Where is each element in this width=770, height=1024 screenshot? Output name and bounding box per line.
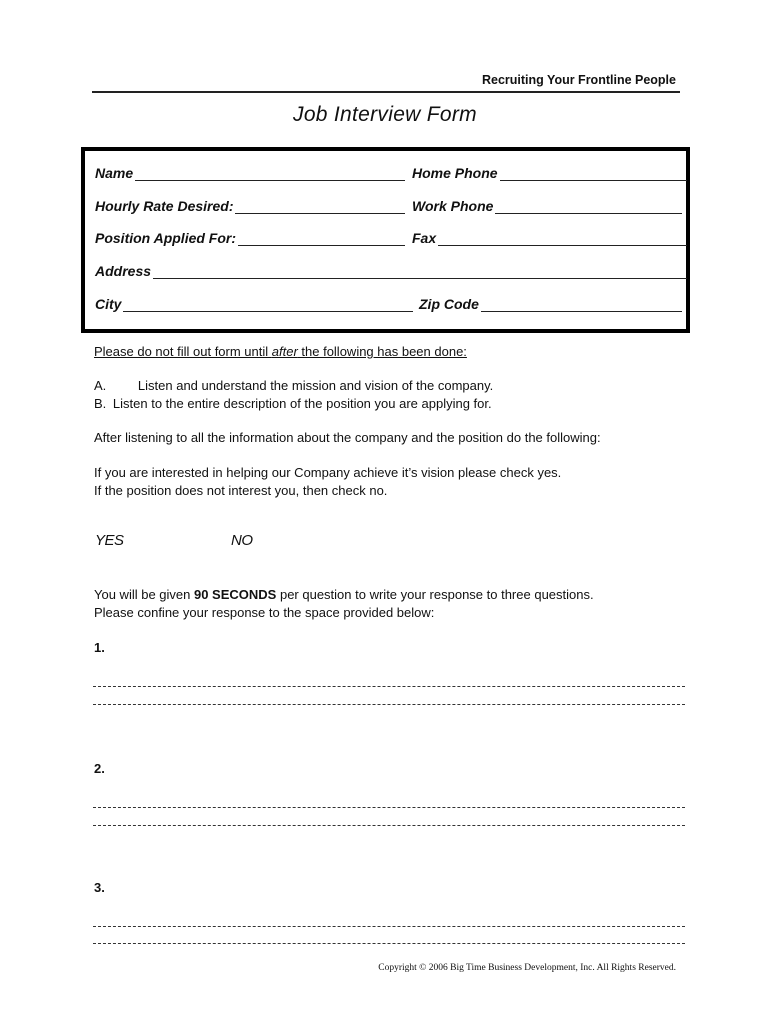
hourly-rate-line[interactable] [235, 200, 405, 214]
city-field[interactable] [95, 294, 413, 312]
page-title: Job Interview Form [293, 103, 477, 126]
hourly-rate-field[interactable] [95, 196, 405, 214]
name-field[interactable] [95, 163, 405, 181]
instructions-intro-text: Please do not fill out form until [94, 344, 272, 359]
questions-intro-text: You will be given [94, 587, 194, 602]
section-header: Recruiting Your Frontline People [481, 73, 676, 87]
address-label: Address [95, 263, 152, 279]
work-phone-label: Work Phone [412, 198, 494, 214]
questions-time-limit: 90 SECONDS [193, 587, 277, 602]
fax-field[interactable] [412, 228, 687, 246]
zip-code-line[interactable] [481, 298, 682, 312]
question-number-1: 1. [94, 640, 105, 655]
copyright-notice: Copyright © 2006 Big Time Business Development, Inc. All Rights Reserved. [378, 963, 676, 973]
header-rule [92, 91, 680, 93]
applicant-info-box [81, 147, 690, 333]
after-listening-text: After listening to all the information about the company and the position do the following: [94, 430, 601, 445]
answer-line-2b[interactable] [93, 825, 685, 826]
list-item-b [94, 395, 492, 413]
work-phone-line[interactable] [495, 200, 682, 214]
questions-intro [94, 586, 594, 604]
fax-line[interactable] [438, 232, 687, 246]
questions-confine-text: Please confine your response to the space provided below: [94, 605, 435, 620]
question-number-2: 2. [94, 761, 105, 776]
zip-code-label: Zip Code [419, 296, 479, 312]
yes-option[interactable]: YES [95, 532, 124, 549]
no-option[interactable]: NO [231, 532, 253, 549]
position-field[interactable] [95, 228, 405, 246]
answer-line-3b[interactable] [93, 943, 685, 944]
home-phone-field[interactable] [412, 163, 687, 181]
instructions-intro [94, 343, 467, 361]
answer-line-1b[interactable] [93, 704, 685, 705]
address-line[interactable] [153, 265, 687, 279]
interest-text-1: If you are interested in helping our Company achieve it’s vision please check yes. [94, 465, 562, 480]
instructions-intro-emphasis: after [271, 344, 298, 359]
list-item-a [94, 377, 493, 395]
hourly-rate-label: Hourly Rate Desired: [95, 198, 234, 214]
city-label: City [95, 296, 122, 312]
address-field[interactable] [95, 261, 687, 279]
position-line[interactable] [238, 232, 405, 246]
questions-intro-text-end: per question to write your response to three questions. [276, 587, 594, 602]
home-phone-line[interactable] [500, 167, 687, 181]
instructions-intro-text-end: the following has been done: [297, 344, 467, 359]
answer-line-2a[interactable] [93, 807, 685, 808]
home-phone-label: Home Phone [412, 165, 498, 181]
answer-line-1a[interactable] [93, 686, 685, 687]
name-label: Name [95, 165, 134, 181]
answer-line-3a[interactable] [93, 926, 685, 927]
interest-text-2: If the position does not interest you, then check no. [94, 483, 388, 498]
name-line[interactable] [135, 167, 405, 181]
list-text-a: Listen and understand the mission and vision of the company. [137, 378, 494, 393]
city-line[interactable] [123, 298, 413, 312]
list-marker-b: B. [94, 396, 107, 411]
fax-label: Fax [412, 230, 437, 246]
zip-code-field[interactable] [419, 294, 682, 312]
list-text-b: Listen to the entire description of the position you are applying for. [112, 396, 492, 411]
question-number-3: 3. [94, 880, 105, 895]
list-marker-a: A. [94, 378, 107, 393]
work-phone-field[interactable] [412, 196, 682, 214]
position-label: Position Applied For: [95, 230, 237, 246]
